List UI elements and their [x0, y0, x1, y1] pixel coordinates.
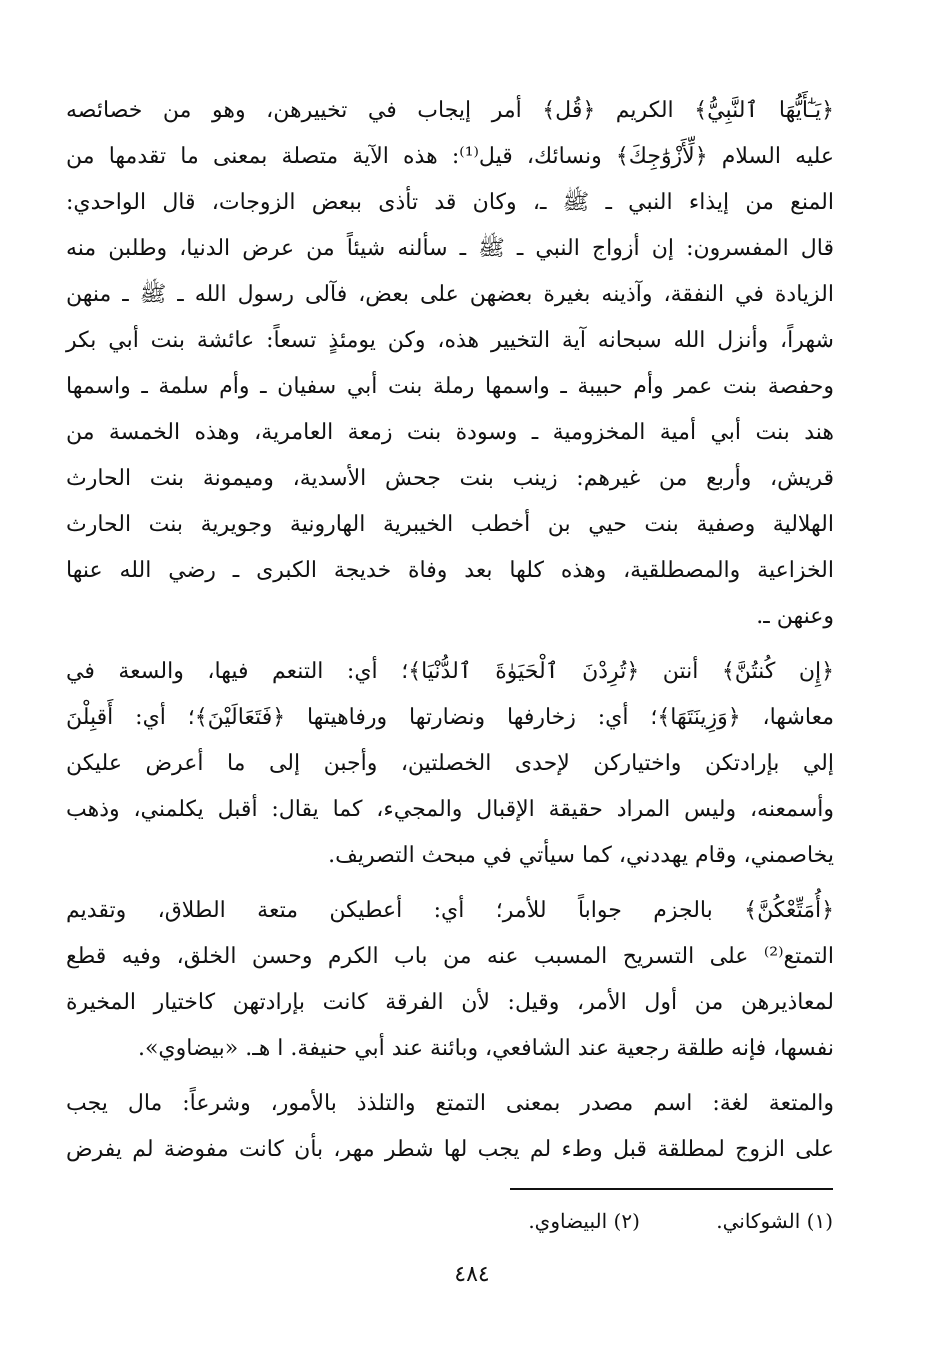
text-line: وأسمعنه، وليس المراد حقيقة الإقبال والمجيء، كما يقال: أقبل يكلمني، وذهب — [66, 797, 834, 822]
text-line: لمعاذيرهن من أول الأمر، وقيل: لأن الفرقة كانت بإرادتهن كاختيار المخيرة — [66, 990, 834, 1015]
text-line: الخزاعية والمصطلقية، وهذه كلها بعد وفاة خديجة الكبرى ـ رضي الله عنها — [66, 558, 834, 583]
paragraph-3 — [66, 888, 834, 1072]
text-line: عليه السلام ﴿لِّأَزْوَٰجِكَ﴾ ونسائك، قيل⁽¹⁾: هذه الآية متصلة بمعنى ما تقدمها من — [66, 144, 834, 169]
paragraph-4 — [66, 1081, 834, 1173]
text-line: التمتع⁽²⁾ على التسريح المسبب عنه من باب الكرم وحسن الخلق، وفيه قطع — [66, 944, 834, 969]
text-line: نفسها، فإنه طلقة رجعية عند الشافعي، وبائنة عند أبي حنيفة. ا هـ. «بيضاوي». — [137, 1036, 834, 1061]
footnote-divider — [510, 1188, 833, 1190]
text-line: هند بنت أبي أمية المخزومية ـ وسودة بنت زمعة العامرية، وهذه الخمسة من — [66, 420, 834, 445]
text-line: المنع من إيذاء النبي ـ ﷺ ـ، وكان قد تأذى ببعض الزوجات، قال الواحدي: — [66, 190, 834, 215]
text-line: قال المفسرون: إن أزواج النبي ـ ﷺ ـ سألنه شيئاً من عرض الدنيا، وطلبن منه — [66, 236, 834, 261]
text-line: ﴿أُمَتِّعْكُنَّ﴾ بالجزم جواباً للأمر؛ أي: أعطيكن متعة الطلاق، وتقديم — [66, 898, 834, 923]
paragraph-1 — [66, 88, 834, 640]
text-line: شهراً، وأنزل الله سبحانه آية التخيير هذه، وكن يومئذٍ تسعاً: عائشة بنت أبي بكر — [66, 328, 834, 353]
paragraph-2 — [66, 649, 834, 879]
text-line: الزيادة في النفقة، وآذينه بغيرة بعضهن على بعض، فآلى رسول الله ـ ﷺ ـ منهن — [66, 282, 834, 307]
text-line: إلي بإرادتكن واختياركن لإحدى الخصلتين، وأجبن إلى ما أعرض عليكن — [66, 751, 834, 776]
footnote-1: (١) الشوكاني. — [716, 1209, 833, 1233]
text-line: وعنهن ـ. — [756, 604, 834, 629]
text-line: وحفصة بنت عمر وأم حبيبة ـ واسمها رملة بنت أبي سفيان ـ وأم سلمة ـ واسمها — [66, 374, 834, 399]
text-line: ﴿يَـٰٓأَيُّهَا ٱلنَّبِيُّ﴾ الكريم ﴿قُل﴾ أمر إيجاب في تخييرهن، وهو من خصائصه — [66, 98, 834, 123]
text-line: الهلالية وصفية بنت حيي بن أخطب الخيبرية الهارونية وجويرية بنت الحارث — [66, 512, 834, 537]
page-number: ٤٨٤ — [454, 1262, 490, 1287]
footnote-2: (٢) البيضاوي. — [528, 1209, 640, 1233]
text-line: ﴿إِن كُنتُنَّ﴾ أنتن ﴿تُرِدْنَ ٱلْحَيَوٰةَ ٱلدُّنْيَا﴾؛ أي: التنعم فيها، والسعة في — [66, 659, 834, 684]
text-line: معاشها، ﴿وَزِينَتَهَا﴾؛ أي: زخارفها ونضارتها ورفاهيتها ﴿فَتَعَالَيْنَ﴾؛ أي: أَقبِلْنَ — [66, 705, 834, 730]
text-line: والمتعة لغة: اسم مصدر بمعنى التمتع والتلذذ بالأمور، وشرعاً: مال يجب — [66, 1091, 834, 1116]
main-text — [66, 88, 834, 1173]
footnotes — [300, 1205, 833, 1237]
text-line: يخاصمني، وقام يهددني، كما سيأتي في مبحث التصريف. — [328, 843, 834, 868]
text-line: على الزوج لمطلقة قبل وطء لم يجب لها شطر مهر، بأن كانت مفوضة لم يفرض — [66, 1137, 834, 1162]
text-line: قريش، وأربع من غيرهم: زينب بنت جحش الأسدية، وميمونة بنت الحارث — [66, 466, 834, 491]
